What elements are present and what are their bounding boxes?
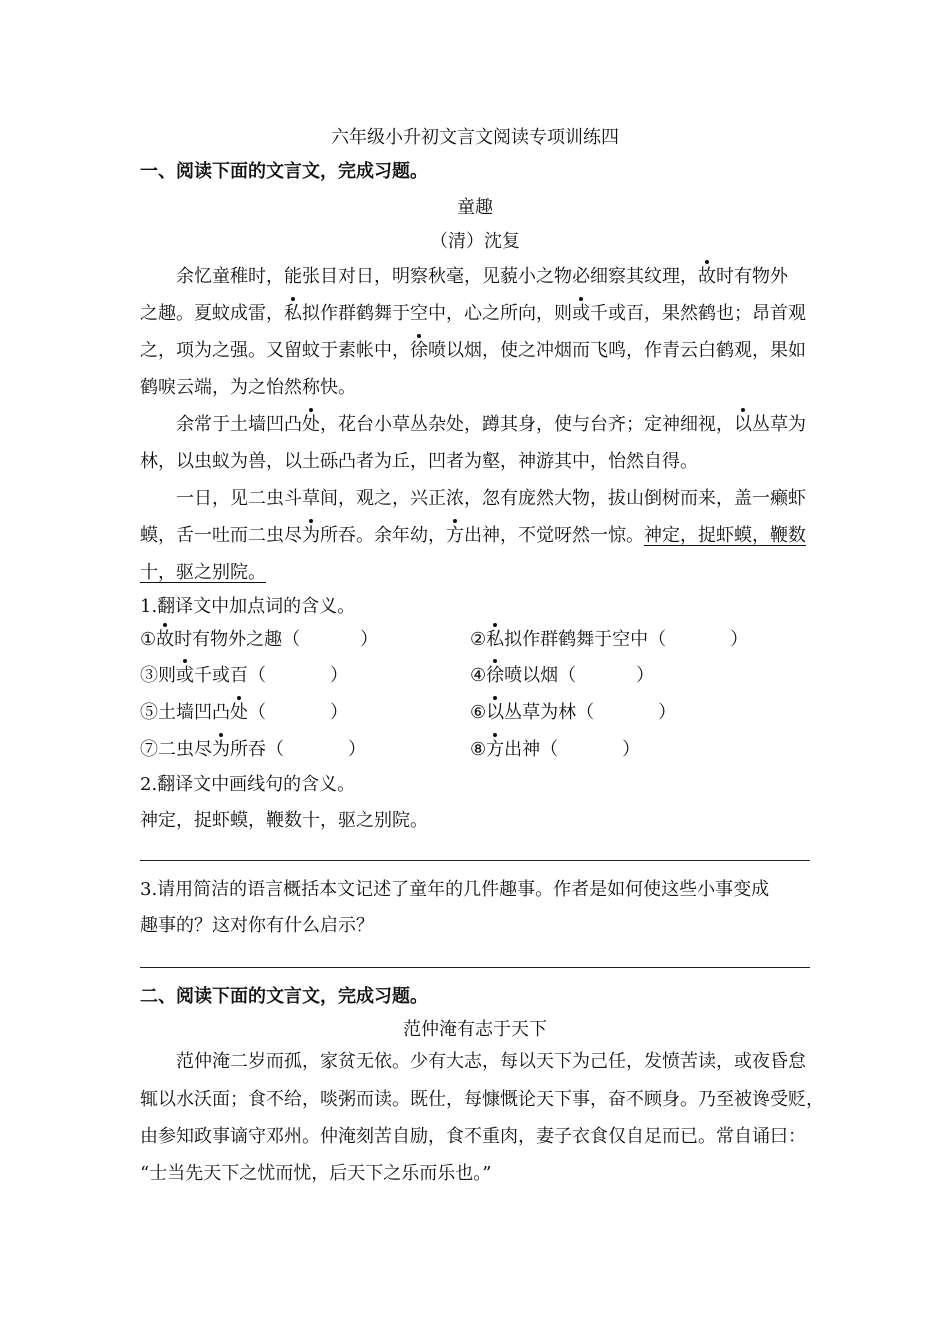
passage2-title: 范仲淹有志于天下 [403,1019,547,1040]
q1-item: ①故时有物外之趣（ ） [140,629,379,650]
q1-item: ⑤土墙凹凸处（ ） [140,702,348,723]
question-1: 1.翻译文中加点词的含义。 [140,596,356,617]
emphasis-dot-word: 私 [486,629,505,650]
emphasis-dot-word: 以 [734,414,752,435]
q1-item: ⑥以丛草为林（ ） [470,702,677,723]
emphasis-dot-word: 徐 [486,665,505,686]
passage2-line: 由参知政事谪守邓州。仲淹刻苦自励，食不重肉，妻子衣食仅自足而已。常自诵曰： [140,1126,806,1147]
passage1-line: 一日，见二虫斗草间，观之，兴正浓，忽有庞然大物，拔山倒树而来，盖一癞虾 [176,488,806,509]
q1-item: ⑧方出神（ ） [470,739,641,760]
q1-item: ②私拟作群鹤舞于空中（ ） [470,629,749,650]
passage1-line: 蟆，舌一吐而二虫尽为所吞。余年幼，方出神，不觉呀然一惊。神定，捉虾蟆，鞭数 [140,525,806,546]
passage1-author: （清）沈复 [430,231,520,252]
emphasis-dot-word: 或 [572,303,590,324]
passage1-line: 之趣。夏蚊成雷，私拟作群鹤舞于空中，心之所向，则或千或百，果然鹤也；昂首观 [140,303,806,324]
emphasis-dot-word: 故 [698,266,716,287]
section2-heading: 二、阅读下面的文言文，完成习题。 [140,986,428,1007]
passage1-line: 鹤唳云端，为之怡然称快。 [140,377,356,398]
emphasis-dot-word: 为 [302,525,320,546]
q1-item: ③则或千或百（ ） [140,665,348,686]
emphasis-dot-word: 或 [176,665,194,686]
answer-line[interactable] [140,860,810,861]
emphasis-dot-word: 徐 [410,340,428,361]
passage1-line: 余常于土墙凹凸处，花台小草丛杂处，蹲其身，使与台齐；定神细视，以丛草为 [176,414,806,435]
passage1-title: 童趣 [457,197,493,218]
emphasis-dot-word: 方 [446,525,464,546]
emphasis-dot-word: 故 [156,629,175,650]
question-3-line: 趣事的？这对你有什么启示？ [140,915,374,936]
emphasis-dot-word: 处 [230,702,248,723]
question-3-line: 3.请用简洁的语言概括本文记述了童年的几件趣事。作者是如何使这些小事变成 [140,879,770,900]
emphasis-dot-word: 为 [212,739,230,760]
emphasis-dot-word: 以 [486,702,505,723]
section1-heading: 一、阅读下面的文言文，完成习题。 [140,161,428,182]
passage1-line: 林，以虫蚁为兽，以土砾凸者为丘，凹者为壑，神游其中，怡然自得。 [140,451,698,472]
answer-line[interactable] [140,967,810,968]
emphasis-dot-word: 方 [486,739,505,760]
question-2-sentence: 神定，捉虾蟆，鞭数十，驱之别院。 [140,810,428,831]
document-title: 六年级小升初文言文阅读专项训练四 [331,127,619,148]
passage1-line: 之，项为之强。又留蚊于素帐中，徐喷以烟，使之冲烟而飞鸣，作青云白鹤观，果如 [140,340,806,361]
passage2-line: 范仲淹二岁而孤，家贫无依。少有大志，每以天下为己任，发愤苦读，或夜昏怠 [176,1051,806,1072]
question-2: 2.翻译文中画线句的含义。 [140,774,356,795]
passage1-line [140,561,266,585]
q1-item: ⑦二虫尽为所吞（ ） [140,739,366,760]
passage1-line: 余忆童稚时，能张目对日，明察秋毫，见藐小之物必细察其纹理，故时有物外 [176,266,788,287]
passage2-line: “士当先天下之忧而忧，后天下之乐而乐也。” [140,1163,492,1184]
q1-item: ④徐喷以烟（ ） [470,665,655,686]
emphasis-dot-word: 处 [302,414,320,435]
emphasis-dot-word: 私 [284,303,302,324]
passage2-line: 辄以水沃面；食不给，啖粥而读。既仕，每慷慨论天下事，奋不顾身。乃至被谗受贬， [140,1089,824,1110]
underlined-sentence: 神定，捉虾蟆，鞭数 [644,525,806,546]
underlined-sentence: 十，驱之别院。 [140,562,266,583]
